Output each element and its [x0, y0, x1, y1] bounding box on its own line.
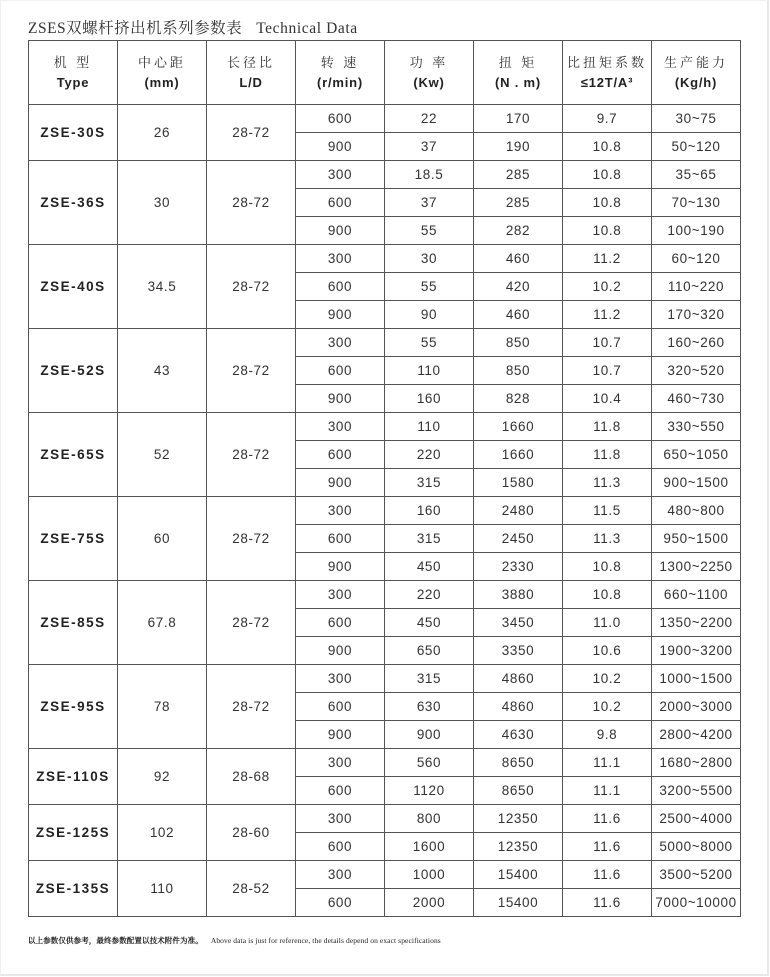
length-diameter-ratio: 28-72: [207, 581, 296, 665]
torque-coefficient: 10.8: [563, 581, 652, 609]
torque-coefficient: 11.0: [563, 609, 652, 637]
torque-coefficient: 11.2: [563, 245, 652, 273]
screw-speed: 600: [296, 525, 385, 553]
torque-coefficient: 11.3: [563, 525, 652, 553]
output-capacity: 70~130: [652, 189, 741, 217]
torque-coefficient: 10.4: [563, 385, 652, 413]
torque: 4860: [474, 693, 563, 721]
output-capacity: 460~730: [652, 385, 741, 413]
column-header: [296, 41, 385, 105]
torque-coefficient: 10.7: [563, 357, 652, 385]
torque-coefficient: 9.7: [563, 105, 652, 133]
torque: 2450: [474, 525, 563, 553]
model-type: ZSE-52S: [29, 329, 118, 413]
screw-speed: 900: [296, 217, 385, 245]
length-diameter-ratio: 28-60: [207, 805, 296, 861]
output-capacity: 2000~3000: [652, 693, 741, 721]
center-distance: 43: [118, 329, 207, 413]
motor-power: 900: [385, 721, 474, 749]
motor-power: 1000: [385, 861, 474, 889]
output-capacity: 5000~8000: [652, 833, 741, 861]
column-header: [207, 41, 296, 105]
torque-coefficient: 11.6: [563, 805, 652, 833]
table-row: [29, 861, 741, 889]
torque-coefficient: 10.8: [563, 189, 652, 217]
torque-coefficient: 10.8: [563, 217, 652, 245]
table-row: [29, 161, 741, 189]
output-capacity: 110~220: [652, 273, 741, 301]
screw-speed: 300: [296, 805, 385, 833]
screw-speed: 900: [296, 385, 385, 413]
screw-speed: 600: [296, 273, 385, 301]
model-type: ZSE-40S: [29, 245, 118, 329]
center-distance: 60: [118, 497, 207, 581]
torque: 285: [474, 189, 563, 217]
column-header: [652, 41, 741, 105]
column-header-cn: 比扭矩系数: [566, 54, 647, 70]
torque-coefficient: 10.8: [563, 133, 652, 161]
output-capacity: 100~190: [652, 217, 741, 245]
table-body: [29, 105, 741, 917]
output-capacity: 170~320: [652, 301, 741, 329]
torque: 2330: [474, 553, 563, 581]
center-distance: 67.8: [118, 581, 207, 665]
torque-coefficient: 11.5: [563, 497, 652, 525]
length-diameter-ratio: 28-72: [207, 161, 296, 245]
center-distance: 110: [118, 861, 207, 917]
motor-power: 55: [385, 273, 474, 301]
table-row: [29, 329, 741, 357]
motor-power: 22: [385, 105, 474, 133]
column-header-unit: (mm): [144, 74, 180, 90]
torque: 850: [474, 329, 563, 357]
output-capacity: 60~120: [652, 245, 741, 273]
output-capacity: 1900~3200: [652, 637, 741, 665]
torque-coefficient: 10.6: [563, 637, 652, 665]
output-capacity: 480~800: [652, 497, 741, 525]
output-capacity: 50~120: [652, 133, 741, 161]
column-header-cn: 生产能力: [663, 54, 728, 70]
screw-speed: 300: [296, 581, 385, 609]
torque: 1660: [474, 441, 563, 469]
screw-speed: 300: [296, 161, 385, 189]
column-header-cn: 转 速: [320, 54, 360, 70]
motor-power: 37: [385, 133, 474, 161]
motor-power: 560: [385, 749, 474, 777]
model-type: ZSE-75S: [29, 497, 118, 581]
column-header-cn: 机 型: [53, 54, 93, 70]
output-capacity: 330~550: [652, 413, 741, 441]
model-type: ZSE-95S: [29, 665, 118, 749]
center-distance: 34.5: [118, 245, 207, 329]
column-header-unit: Type: [56, 74, 90, 90]
output-capacity: 650~1050: [652, 441, 741, 469]
motor-power: 450: [385, 553, 474, 581]
table-row: [29, 749, 741, 777]
model-type: ZSE-125S: [29, 805, 118, 861]
torque-coefficient: 10.2: [563, 665, 652, 693]
model-type: ZSE-30S: [29, 105, 118, 161]
model-type: ZSE-36S: [29, 161, 118, 245]
table-row: [29, 245, 741, 273]
torque-coefficient: 11.2: [563, 301, 652, 329]
screw-speed: 900: [296, 133, 385, 161]
torque-coefficient: 10.2: [563, 693, 652, 721]
output-capacity: 1680~2800: [652, 749, 741, 777]
output-capacity: 1300~2250: [652, 553, 741, 581]
table-row: [29, 105, 741, 133]
motor-power: 110: [385, 357, 474, 385]
motor-power: 90: [385, 301, 474, 329]
column-header: [118, 41, 207, 105]
torque: 8650: [474, 777, 563, 805]
torque-coefficient: 11.6: [563, 833, 652, 861]
motor-power: 450: [385, 609, 474, 637]
column-header-cn: 长径比: [226, 54, 275, 70]
screw-speed: 300: [296, 665, 385, 693]
torque: 285: [474, 161, 563, 189]
output-capacity: 950~1500: [652, 525, 741, 553]
motor-power: 18.5: [385, 161, 474, 189]
model-type: ZSE-135S: [29, 861, 118, 917]
screw-speed: 600: [296, 441, 385, 469]
column-header: [29, 41, 118, 105]
motor-power: 315: [385, 665, 474, 693]
torque: 15400: [474, 861, 563, 889]
torque: 460: [474, 245, 563, 273]
column-header-cn: 功 率: [409, 54, 449, 70]
torque-coefficient: 11.1: [563, 749, 652, 777]
torque-coefficient: 10.8: [563, 161, 652, 189]
motor-power: 1120: [385, 777, 474, 805]
screw-speed: 600: [296, 609, 385, 637]
length-diameter-ratio: 28-52: [207, 861, 296, 917]
column-header: [474, 41, 563, 105]
length-diameter-ratio: 28-72: [207, 413, 296, 497]
motor-power: 630: [385, 693, 474, 721]
column-header: [385, 41, 474, 105]
motor-power: 37: [385, 189, 474, 217]
torque-coefficient: 11.6: [563, 861, 652, 889]
center-distance: 78: [118, 665, 207, 749]
motor-power: 160: [385, 497, 474, 525]
motor-power: 315: [385, 525, 474, 553]
output-capacity: 320~520: [652, 357, 741, 385]
screw-speed: 600: [296, 189, 385, 217]
output-capacity: 3500~5200: [652, 861, 741, 889]
torque-coefficient: 9.8: [563, 721, 652, 749]
screw-speed: 900: [296, 301, 385, 329]
motor-power: 55: [385, 217, 474, 245]
screw-speed: 600: [296, 357, 385, 385]
screw-speed: 300: [296, 413, 385, 441]
torque: 1580: [474, 469, 563, 497]
torque-coefficient: 11.8: [563, 413, 652, 441]
output-capacity: 3200~5500: [652, 777, 741, 805]
screw-speed: 300: [296, 245, 385, 273]
torque: 3880: [474, 581, 563, 609]
title-cn: ZSES双螺杆挤出机系列参数表: [28, 20, 243, 37]
torque: 12350: [474, 833, 563, 861]
column-header-unit: (r/min): [316, 74, 364, 90]
torque: 3450: [474, 609, 563, 637]
column-header-cn: 中心距: [137, 54, 186, 70]
torque-coefficient: 11.1: [563, 777, 652, 805]
torque: 850: [474, 357, 563, 385]
torque: 170: [474, 105, 563, 133]
table-header-row: [29, 41, 741, 105]
motor-power: 160: [385, 385, 474, 413]
torque: 4630: [474, 721, 563, 749]
output-capacity: 1000~1500: [652, 665, 741, 693]
column-header-unit: (Kg/h): [674, 74, 718, 90]
column-header-unit: (N . m): [494, 74, 542, 90]
footnote-cn: 以上参数仅供参考，最终参数配置以技术附件为准。: [28, 936, 203, 945]
column-header-cn: 扭 矩: [498, 54, 538, 70]
output-capacity: 660~1100: [652, 581, 741, 609]
torque: 460: [474, 301, 563, 329]
table-row: [29, 665, 741, 693]
length-diameter-ratio: 28-72: [207, 245, 296, 329]
torque-coefficient: 11.8: [563, 441, 652, 469]
torque-coefficient: 11.6: [563, 889, 652, 917]
output-capacity: 900~1500: [652, 469, 741, 497]
screw-speed: 600: [296, 105, 385, 133]
table-row: [29, 497, 741, 525]
screw-speed: 600: [296, 833, 385, 861]
torque: 4860: [474, 665, 563, 693]
motor-power: 2000: [385, 889, 474, 917]
torque-coefficient: 10.2: [563, 273, 652, 301]
screw-speed: 300: [296, 749, 385, 777]
screw-speed: 900: [296, 721, 385, 749]
length-diameter-ratio: 28-72: [207, 497, 296, 581]
output-capacity: 7000~10000: [652, 889, 741, 917]
model-type: ZSE-65S: [29, 413, 118, 497]
motor-power: 110: [385, 413, 474, 441]
torque-coefficient: 10.8: [563, 553, 652, 581]
torque: 15400: [474, 889, 563, 917]
model-type: ZSE-85S: [29, 581, 118, 665]
torque: 1660: [474, 413, 563, 441]
technical-data-table: [28, 40, 741, 917]
length-diameter-ratio: 28-68: [207, 749, 296, 805]
torque: 2480: [474, 497, 563, 525]
length-diameter-ratio: 28-72: [207, 329, 296, 413]
length-diameter-ratio: 28-72: [207, 665, 296, 749]
center-distance: 26: [118, 105, 207, 161]
model-type: ZSE-110S: [29, 749, 118, 805]
screw-speed: 900: [296, 469, 385, 497]
motor-power: 220: [385, 441, 474, 469]
document-title: [28, 18, 358, 40]
footnote-en: Above data is just for reference, the details depend on exact specifications: [210, 936, 441, 945]
center-distance: 92: [118, 749, 207, 805]
torque-coefficient: 11.3: [563, 469, 652, 497]
torque-coefficient: 10.7: [563, 329, 652, 357]
torque: 420: [474, 273, 563, 301]
motor-power: 650: [385, 637, 474, 665]
table-row: [29, 805, 741, 833]
column-header-unit: L/D: [239, 74, 263, 90]
screw-speed: 900: [296, 553, 385, 581]
screw-speed: 900: [296, 637, 385, 665]
output-capacity: 2800~4200: [652, 721, 741, 749]
output-capacity: 30~75: [652, 105, 741, 133]
screw-speed: 600: [296, 693, 385, 721]
torque: 8650: [474, 749, 563, 777]
screw-speed: 600: [296, 889, 385, 917]
column-header-unit: ≤12T/A³: [580, 74, 634, 90]
column-header-unit: (Kw): [413, 74, 445, 90]
column-header: [563, 41, 652, 105]
motor-power: 800: [385, 805, 474, 833]
length-diameter-ratio: 28-72: [207, 105, 296, 161]
footnote: [28, 935, 441, 946]
table-row: [29, 413, 741, 441]
table-row: [29, 581, 741, 609]
screw-speed: 300: [296, 861, 385, 889]
torque: 190: [474, 133, 563, 161]
center-distance: 52: [118, 413, 207, 497]
motor-power: 55: [385, 329, 474, 357]
torque: 828: [474, 385, 563, 413]
screw-speed: 300: [296, 329, 385, 357]
motor-power: 315: [385, 469, 474, 497]
output-capacity: 160~260: [652, 329, 741, 357]
torque: 282: [474, 217, 563, 245]
screw-speed: 600: [296, 777, 385, 805]
motor-power: 1600: [385, 833, 474, 861]
center-distance: 102: [118, 805, 207, 861]
output-capacity: 2500~4000: [652, 805, 741, 833]
motor-power: 220: [385, 581, 474, 609]
center-distance: 30: [118, 161, 207, 245]
output-capacity: 1350~2200: [652, 609, 741, 637]
motor-power: 30: [385, 245, 474, 273]
output-capacity: 35~65: [652, 161, 741, 189]
torque: 3350: [474, 637, 563, 665]
title-en: Technical Data: [256, 20, 358, 37]
screw-speed: 300: [296, 497, 385, 525]
torque: 12350: [474, 805, 563, 833]
